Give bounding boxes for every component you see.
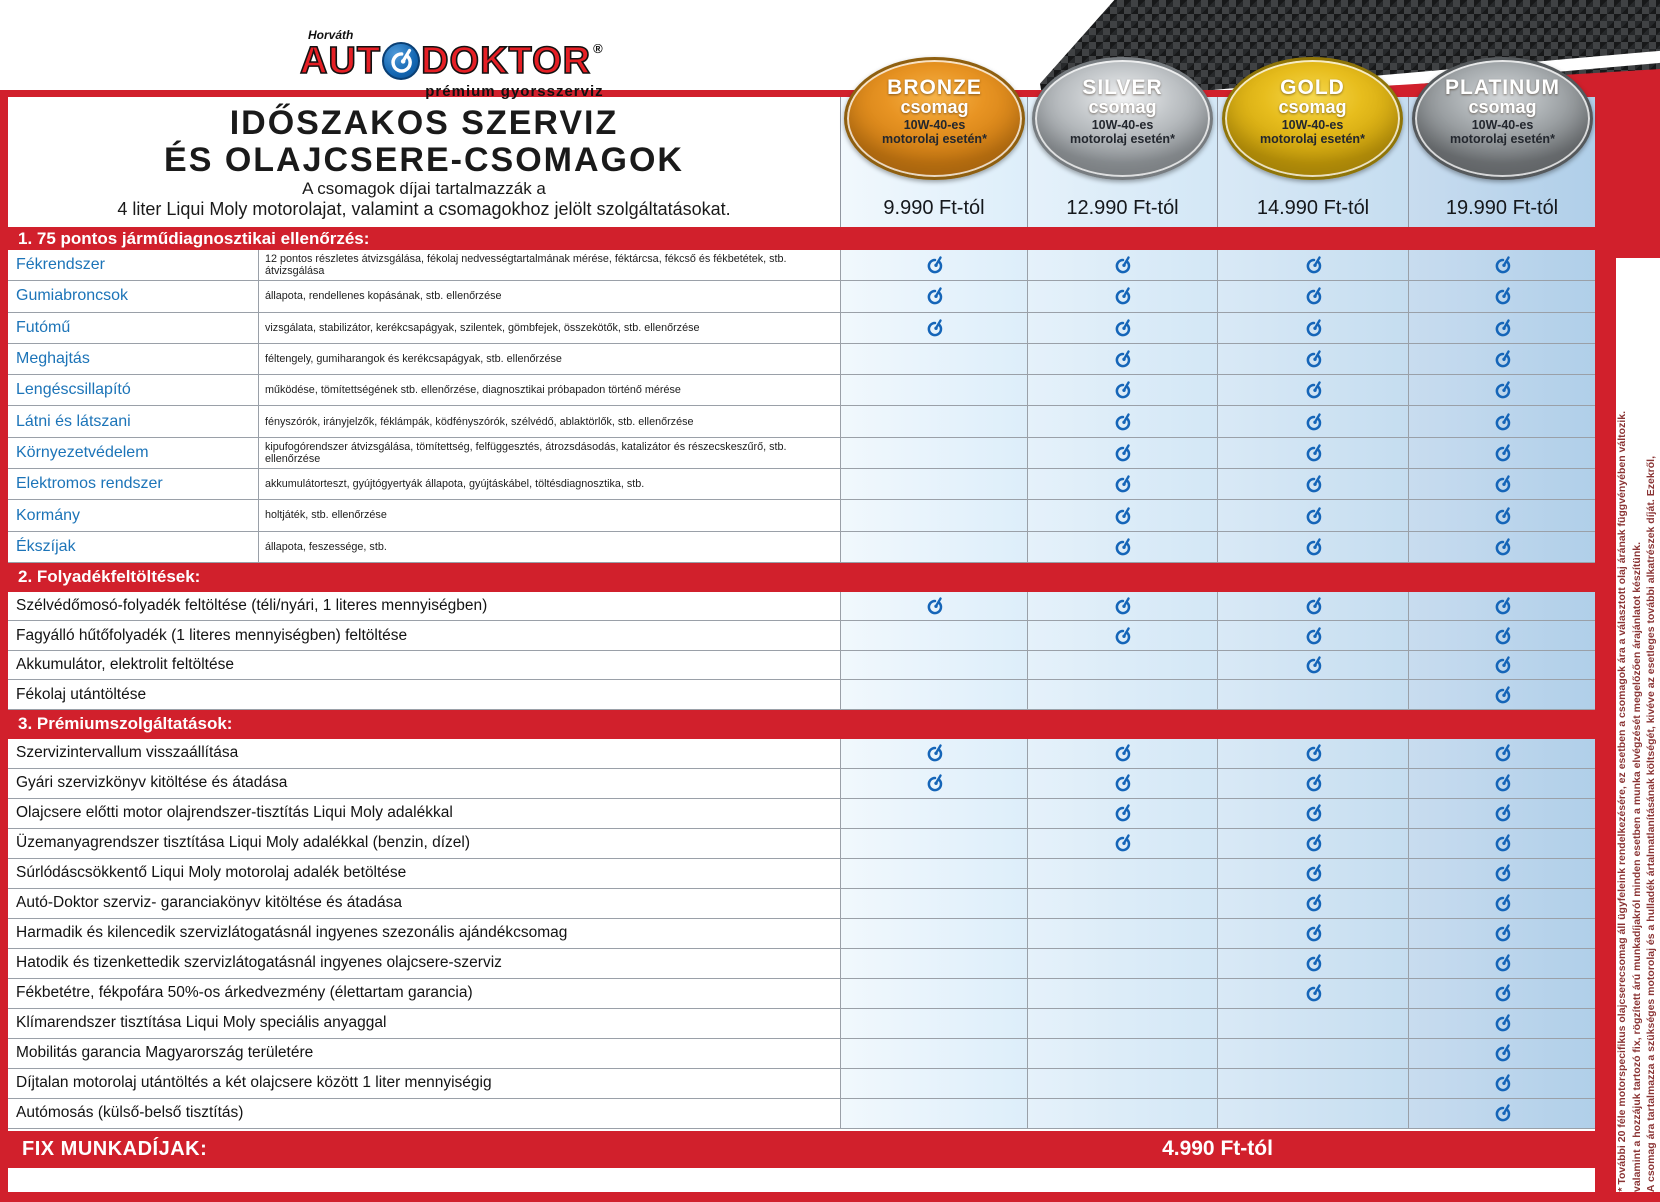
check-cell [1217,313,1408,343]
autodoktor-check-icon [1305,983,1322,1003]
row-label: Kormány [16,506,81,524]
autodoktor-check-icon [1305,863,1322,883]
footnote-line-3: * További 20 féle motorspecifikus olajcserecsomag áll ügyfeleink rendelkezésére, ez esetben a csomagok ára a választott olaj árának függvényében változik. [1616,411,1629,1192]
autodoktor-check-icon [926,773,943,793]
check-cell [1408,1039,1595,1068]
badge-bronze: BRONZE csomag 10W-40-es motorolaj esetén* [844,57,1025,180]
autodoktor-check-icon [1494,863,1511,883]
autodoktor-check-icon [1494,349,1511,369]
check-cell [1027,250,1217,280]
autodoktor-check-icon [1305,626,1322,646]
check-cell [1027,829,1217,858]
table-row [8,438,1595,469]
check-cell [840,250,1027,280]
row-label: Szervizintervallum visszaállítása [16,744,239,762]
check-cell [1027,500,1217,530]
autodoktor-check-icon [1114,626,1131,646]
table-row [8,281,1595,312]
table-row [8,592,1595,622]
row-label: Szélvédőmosó-folyadék feltöltése (téli/nyári, 1 literes mennyiségben) [16,597,488,615]
check-cell [840,281,1027,311]
table-row [8,621,1595,651]
check-cell [840,1099,1027,1128]
autodoktor-check-icon [1305,923,1322,943]
table-row [8,313,1595,344]
row-description: féltengely, gumiharangok és kerékcsapágyak, stb. ellenőrzése [258,344,840,374]
check-cell [1217,739,1408,768]
autodoktor-check-icon [1305,803,1322,823]
row-label: Fagyálló hűtőfolyadék (1 literes mennyiségben) feltöltése [16,626,408,644]
check-cell [1217,375,1408,405]
row-description: 12 pontos részletes átvizsgálása, fékolaj nedvességtartalmának mérése, féktárcsa, fékcső és fékbetétek, stb. átvizsgálása [258,250,840,280]
autodoktor-check-icon [1305,474,1322,494]
page-title-line1: IDŐSZAKOS SZERVIZ [229,104,619,142]
row-label: Üzemanyagrendszer tisztítása Liqui Moly adalékkal (benzin, dízel) [16,834,471,852]
check-cell [1217,1039,1408,1068]
table-row [8,680,1595,710]
row-description: állapota, rendellenes kopásának, stb. ellenőrzése [258,281,840,311]
autodoktor-check-icon [1494,506,1511,526]
row-label: Környezetvédelem [16,443,149,461]
row-description: fényszórók, irányjelzők, féklámpák, ködfényszórók, szélvédő, ablaktörlők, stb. ellenőrzése [258,406,840,436]
fixed-labor-label: FIX MUNKADÍJAK: [22,1137,208,1160]
autodoktor-check-icon [1114,412,1131,432]
autodoktor-check-icon [1494,983,1511,1003]
price-platinum: 19.990 Ft-tól [1408,97,1595,227]
row-description: vizsgálata, stabilizátor, kerékcsapágyak, szilentek, gömbfejek, összekötők, stb. ellenőrzése [258,313,840,343]
check-cell [1408,1009,1595,1038]
autodoktor-check-icon [1114,255,1131,275]
check-cell [1217,829,1408,858]
check-cell [1027,344,1217,374]
check-cell [1217,1099,1408,1128]
check-cell [840,979,1027,1008]
table-row [8,889,1595,919]
check-cell [1027,532,1217,562]
autodoktor-check-icon [1305,506,1322,526]
row-label: Ékszíjak [16,537,76,555]
row-label: Fékolaj utántöltése [16,685,147,703]
logo-script: Horváth [308,28,354,42]
autodoktor-check-icon [1114,443,1131,463]
check-cell [1408,1069,1595,1098]
row-label: Autó-Doktor szerviz- garanciakönyv kitöltése és átadása [16,894,402,912]
check-cell [1217,799,1408,828]
row-label: Lengéscsillapító [16,381,131,399]
check-cell [1408,829,1595,858]
autodoktor-check-icon [1114,537,1131,557]
check-cell [1217,859,1408,888]
table-row [8,250,1595,281]
wrench-circle-icon [382,42,420,80]
section-header: 3. Prémiumszolgáltatások: [8,710,1595,739]
autodoktor-check-icon [1494,474,1511,494]
check-cell [1408,500,1595,530]
check-cell [840,1069,1027,1098]
check-cell [840,500,1027,530]
subtitle-line2: 4 liter Liqui Moly motorolajat, valamint a csomagokhoz jelölt szolgáltatásokat. [117,199,731,219]
check-cell [1027,1009,1217,1038]
row-label: Látni és látszani [16,412,131,430]
check-cell [840,313,1027,343]
check-cell [1408,979,1595,1008]
autodoktor-check-icon [1494,953,1511,973]
autodoktor-check-icon [1494,255,1511,275]
autodoktor-check-icon [926,255,943,275]
check-cell [1408,949,1595,978]
row-label: Mobilitás garancia Magyarország területére [16,1044,314,1062]
logo-wordmark [300,42,604,80]
autodoktor-check-icon [1114,596,1131,616]
check-cell [1408,859,1595,888]
autodoktor-check-icon [1305,833,1322,853]
footnote-strip [1616,258,1660,1192]
table-row [8,1039,1595,1069]
autodoktor-check-icon [1305,893,1322,913]
autodoktor-check-icon [1305,443,1322,463]
check-cell [1408,799,1595,828]
check-cell [1027,592,1217,621]
row-description: holtjáték, stb. ellenőrzése [258,500,840,530]
brand-logo [300,28,604,100]
check-cell [1027,739,1217,768]
table-row [8,829,1595,859]
row-label: Olajcsere előtti motor olajrendszer-tisztítás Liqui Moly adalékkal [16,804,453,822]
check-cell [1027,889,1217,918]
check-cell [1408,532,1595,562]
autodoktor-check-icon [1494,1013,1511,1033]
autodoktor-check-icon [1114,773,1131,793]
section-header: 2. Folyadékfeltöltések: [8,563,1595,592]
subtitle-line1: A csomagok díjai tartalmazzák a [302,179,546,198]
autodoktor-check-icon [1494,443,1511,463]
check-cell [1217,500,1408,530]
autodoktor-check-icon [1114,380,1131,400]
check-cell [1217,1009,1408,1038]
table-border-left [0,90,8,1192]
autodoktor-check-icon [1494,893,1511,913]
autodoktor-check-icon [1114,743,1131,763]
row-label: Díjtalan motorolaj utántöltés a két olajcsere között 1 liter mennyiségig [16,1074,492,1092]
autodoktor-check-icon [1494,1103,1511,1123]
row-label: Gumiabroncsok [16,287,129,305]
check-cell [1217,406,1408,436]
check-cell [1408,651,1595,680]
check-cell [1027,799,1217,828]
autodoktor-check-icon [1305,596,1322,616]
check-cell [1408,919,1595,948]
section-header: 1. 75 pontos járműdiagnosztikai ellenőrzés: [8,227,1595,250]
check-cell [840,1009,1027,1038]
table-row [8,859,1595,889]
autodoktor-check-icon [1494,412,1511,432]
check-cell [1217,250,1408,280]
check-cell [1217,919,1408,948]
table-row [8,1009,1595,1039]
table-row [8,406,1595,437]
price-table [0,76,1618,1192]
check-cell [1217,469,1408,499]
table-row [8,532,1595,563]
row-label: Meghajtás [16,350,90,368]
check-cell [1408,621,1595,650]
check-cell [840,375,1027,405]
check-cell [1027,949,1217,978]
autodoktor-check-icon [1494,537,1511,557]
check-cell [840,438,1027,468]
table-row [8,651,1595,681]
check-cell [1027,469,1217,499]
check-cell [1217,1069,1408,1098]
registered-mark: ® [593,41,604,56]
row-description: akkumulátorteszt, gyújtógyertyák állapota, gyújtáskábel, töltésdiagnosztika, stb. [258,469,840,499]
autodoktor-check-icon [1494,833,1511,853]
check-cell [840,651,1027,680]
row-description: állapota, feszessége, stb. [258,532,840,562]
check-cell [1027,406,1217,436]
check-cell [1027,375,1217,405]
autodoktor-check-icon [1494,596,1511,616]
autodoktor-check-icon [1494,773,1511,793]
autodoktor-check-icon [1494,803,1511,823]
check-cell [1408,406,1595,436]
price-bronze: 9.990 Ft-tól [840,97,1027,227]
autodoktor-check-icon [1305,380,1322,400]
check-cell [1217,344,1408,374]
check-cell [840,344,1027,374]
check-cell [1217,651,1408,680]
check-cell [1408,739,1595,768]
table-row [8,739,1595,769]
check-cell [1408,680,1595,709]
row-label: Elektromos rendszer [16,475,163,493]
autodoktor-check-icon [1114,349,1131,369]
logo-part-1: AUT [300,40,382,82]
table-border-right [1595,90,1618,1192]
check-cell [1217,592,1408,621]
check-cell [1217,979,1408,1008]
check-cell [1408,769,1595,798]
check-cell [1027,651,1217,680]
check-cell [1027,919,1217,948]
check-cell [840,799,1027,828]
check-cell [1027,1069,1217,1098]
check-cell [840,592,1027,621]
autodoktor-check-icon [1305,318,1322,338]
autodoktor-check-icon [1305,773,1322,793]
autodoktor-check-icon [1114,286,1131,306]
check-cell [1408,889,1595,918]
table-row [8,1069,1595,1099]
check-cell [840,739,1027,768]
autodoktor-check-icon [1305,655,1322,675]
autodoktor-check-icon [1494,923,1511,943]
autodoktor-check-icon [1494,1073,1511,1093]
check-cell [1408,469,1595,499]
check-cell [1408,438,1595,468]
logo-part-2: DOKTOR [421,40,592,82]
autodoktor-check-icon [1305,537,1322,557]
check-cell [840,1039,1027,1068]
check-cell [1408,592,1595,621]
row-label: Futómű [16,318,71,336]
check-cell [840,621,1027,650]
autodoktor-check-icon [1494,286,1511,306]
autodoktor-check-icon [1305,349,1322,369]
table-row [8,469,1595,500]
table-row [8,375,1595,406]
check-cell [1027,680,1217,709]
autodoktor-check-icon [1114,318,1131,338]
row-label: Akkumulátor, elektrolit feltöltése [16,656,234,674]
check-cell [1408,281,1595,311]
footnote-line-1: A csomag ára tartalmazza a szükséges motorolaj és a hulladék ártalmatlanításának költségét, kivéve az esetleges további alkatrészek díját. Ezekről, [1645,455,1658,1192]
check-cell [1027,438,1217,468]
autodoktor-check-icon [1114,506,1131,526]
check-cell [840,829,1027,858]
autodoktor-check-icon [1305,743,1322,763]
check-cell [1408,344,1595,374]
check-cell [1217,949,1408,978]
check-cell [1027,859,1217,888]
check-cell [1408,250,1595,280]
check-cell [1027,313,1217,343]
check-cell [1027,1099,1217,1128]
autodoktor-check-icon [1494,318,1511,338]
check-cell [1027,281,1217,311]
row-label: Harmadik és kilencedik szervizlátogatásnál ingyenes szezonális ajándékcsomag [16,924,568,942]
check-cell [840,469,1027,499]
check-cell [840,859,1027,888]
autodoktor-check-icon [1114,803,1131,823]
bottom-red-strip [0,1192,1660,1202]
autodoktor-check-icon [1114,474,1131,494]
check-cell [1027,769,1217,798]
autodoktor-check-icon [1305,255,1322,275]
row-label: Hatodik és tizenkettedik szervizlátogatásnál ingyenes olajcsere-szerviz [16,954,502,972]
table-row [8,799,1595,829]
row-description: kipufogórendszer átvizsgálása, tömítettség, felfüggesztés, átrozsdásodás, katalizátor és részecskeszűrő, stb. ellenőrzése [258,438,840,468]
check-cell [840,680,1027,709]
check-cell [1217,281,1408,311]
autodoktor-check-icon [1305,286,1322,306]
row-label: Klímarendszer tisztítása Liqui Moly speciális anyaggal [16,1014,387,1032]
badge-gold: GOLD csomag 10W-40-es motorolaj esetén* [1222,57,1403,180]
badge-platinum: PLATINUM csomag 10W-40-es motorolaj esetén* [1412,57,1593,180]
check-cell [1217,680,1408,709]
autodoktor-check-icon [1494,655,1511,675]
row-label: Fékrendszer [16,256,105,274]
table-row [8,344,1595,375]
autodoktor-check-icon [1494,380,1511,400]
check-cell [840,406,1027,436]
table-row [8,979,1595,1009]
check-cell [1408,375,1595,405]
check-cell [1027,621,1217,650]
check-cell [1408,1099,1595,1128]
check-cell [1217,438,1408,468]
autodoktor-check-icon [926,743,943,763]
row-label: Súrlódáscsökkentő Liqui Moly motorolaj adalék betöltése [16,864,407,882]
row-label: Autómosás (külső-belső tisztítás) [16,1104,244,1122]
check-cell [1027,1039,1217,1068]
page-title-line2: ÉS OLAJCSERE-CSOMAGOK [164,141,684,179]
table-row [8,500,1595,531]
table-row [8,769,1595,799]
footnote-line-2: valamint a hozzájuk tartozó fix, rögzített árú munkadíjakról minden esetben a munka elvégzését megelőzően árajánlatot készítünk. [1630,541,1643,1192]
autodoktor-check-icon [1305,953,1322,973]
check-cell [1408,313,1595,343]
check-cell [1217,532,1408,562]
check-cell [1027,979,1217,1008]
autodoktor-check-icon [926,596,943,616]
row-description: működése, tömítettségének stb. ellenőrzése, diagnosztikai próbapadon történő mérése [258,375,840,405]
autodoktor-check-icon [1114,833,1131,853]
price-silver: 12.990 Ft-tól [1027,97,1217,227]
price-gold: 14.990 Ft-tól [1217,97,1408,227]
check-cell [1217,621,1408,650]
autodoktor-check-icon [1494,1043,1511,1063]
autodoktor-check-icon [1494,685,1511,705]
autodoktor-check-icon [926,318,943,338]
logo-tagline: prémium gyorsszerviz [425,83,604,100]
fixed-labor-bar [8,1131,1595,1168]
table-row [8,919,1595,949]
fixed-labor-price: 4.990 Ft-tól [1162,1137,1273,1161]
check-cell [840,532,1027,562]
table-body [8,227,1595,1129]
check-cell [840,949,1027,978]
autodoktor-check-icon [1494,743,1511,763]
autodoktor-check-icon [1305,412,1322,432]
table-row [8,1099,1595,1129]
check-cell [840,769,1027,798]
badge-silver: SILVER csomag 10W-40-es motorolaj esetén* [1032,57,1213,180]
check-cell [1217,769,1408,798]
check-cell [840,919,1027,948]
check-cell [840,889,1027,918]
row-label: Gyári szervizkönyv kitöltése és átadása [16,774,288,792]
check-cell [1217,889,1408,918]
autodoktor-check-icon [926,286,943,306]
table-row [8,949,1595,979]
row-label: Fékbetétre, fékpofára 50%-os árkedvezmény (élettartam garancia) [16,984,473,1002]
autodoktor-check-icon [1494,626,1511,646]
